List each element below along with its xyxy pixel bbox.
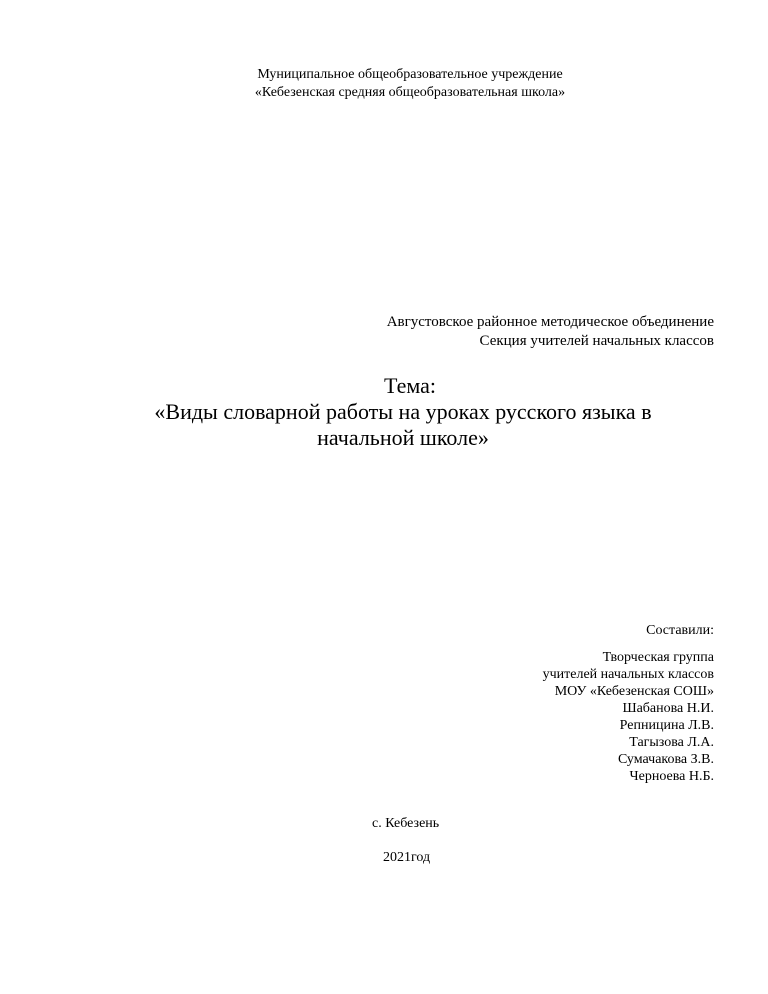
author-name: Сумачакова З.В.: [617, 752, 714, 767]
institution-line-1: Муниципальное общеобразовательное учреждение: [257, 67, 563, 82]
authors-heading: Составили:: [646, 623, 714, 638]
footer-place: с. Кебезень: [372, 816, 440, 831]
author-name: Тагызова Л.А.: [629, 735, 714, 750]
author-name: Шабанова Н.И.: [622, 701, 714, 716]
association-line-1: Августовское районное методическое объединение: [386, 314, 714, 330]
authors-group-line-3: МОУ «Кебезенская СОШ»: [554, 684, 714, 699]
topic-label: Тема:: [383, 373, 436, 398]
footer-year: 2021год: [383, 850, 431, 865]
author-name: Репницина Л.В.: [619, 718, 714, 733]
topic-title-line-2: начальной школе»: [317, 425, 489, 450]
author-name: Черноева Н.Б.: [629, 769, 714, 784]
authors-group-line-2: учителей начальных классов: [542, 667, 714, 682]
topic-title-line-1: «Виды словарной работы на уроках русского языка в: [154, 399, 652, 424]
authors-group-line-1: Творческая группа: [602, 650, 714, 665]
association-line-2: Секция учителей начальных классов: [479, 333, 714, 349]
institution-line-2: «Кебезенская средняя общеобразовательная школа»: [254, 85, 566, 100]
